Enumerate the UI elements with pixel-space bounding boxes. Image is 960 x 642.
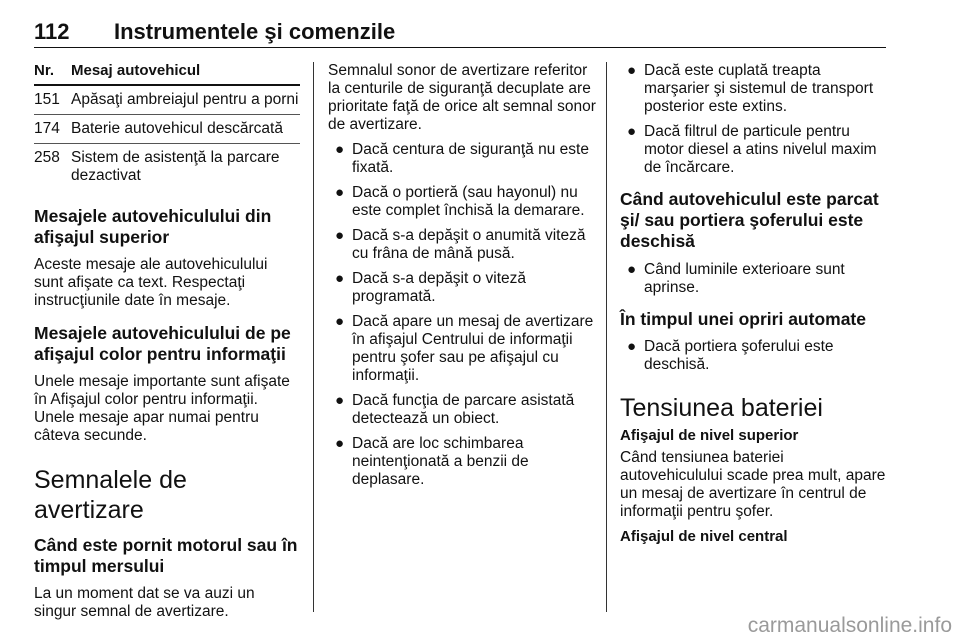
- paragraph-battery-upper: Când tensiunea bateriei autovehiculului scade prea mult, apare un mesaj de avertizare în centrul de informaţii pentru şofer.: [620, 449, 886, 520]
- list-item: [620, 62, 888, 116]
- parked-conditions-list: [620, 261, 888, 297]
- bullet-icon: ●: [627, 123, 637, 140]
- list-item-text: Dacă o portieră (sau hayonul) nu este complet închisă la demarare.: [352, 184, 585, 219]
- list-item: [328, 270, 596, 306]
- bullet-icon: ●: [335, 270, 345, 287]
- row-nr: 151: [34, 91, 60, 108]
- page-number: 112: [34, 19, 70, 44]
- list-item: [328, 313, 596, 385]
- message-table: [34, 62, 300, 190]
- heading-vehicle-parked: Când autovehiculul este parcat şi/ sau portiera şoferului este deschisă: [620, 189, 879, 251]
- list-item: [328, 392, 596, 428]
- list-item: [620, 338, 888, 374]
- column-divider: [606, 62, 607, 612]
- heading-engine-running: Când este pornit motorul sau în timpul mersului: [34, 535, 298, 576]
- autostop-conditions-list: [620, 338, 888, 374]
- section-title-battery-voltage: Tensiunea bateriei: [620, 394, 823, 422]
- header-rule: [34, 47, 886, 48]
- bullet-icon: ●: [335, 227, 345, 244]
- row-message: Apăsaţi ambreiajul pentru a porni: [71, 91, 299, 108]
- warning-conditions-list-continued: [620, 62, 888, 177]
- list-item-text: Dacă s-a depăşit o anumită viteză cu frâna de mână pusă.: [352, 227, 586, 262]
- section-title-warning-chimes: Semnalele de avertizare: [34, 466, 187, 524]
- paragraph-seatbelt-priority: Semnalul sonor de avertizare referitor la centurile de siguranţă decuplate are prioritate faţă de orice alt semnal sonor de avertizare.: [328, 62, 596, 133]
- bullet-icon: ●: [335, 184, 345, 201]
- list-item-text: Când luminile exterioare sunt aprinse.: [644, 261, 845, 296]
- list-item: [328, 435, 596, 489]
- row-nr: 174: [34, 120, 60, 137]
- row-message: Baterie autovehicul descărcată: [71, 120, 283, 137]
- list-item: [328, 227, 596, 263]
- list-item-text: Dacă portiera şoferului este deschisă.: [644, 338, 834, 373]
- list-item: [328, 184, 596, 220]
- list-item: [620, 123, 888, 177]
- bullet-icon: ●: [627, 62, 637, 79]
- list-item-text: Dacă centura de siguranţă nu este fixată.: [352, 141, 589, 176]
- paragraph-upper-display: Aceste mesaje ale autovehiculului sunt afişate ca text. Respectaţi instrucţiunile date în mesaje.: [34, 256, 268, 309]
- heading-upper-level-display: Afişajul de nivel superior: [620, 427, 799, 444]
- row-message: Sistem de asistenţă la parcare dezactivat: [71, 149, 280, 184]
- list-item-text: Dacă este cuplată treapta marşarier şi sistemul de transport posterior este extins.: [644, 62, 874, 115]
- table-header: [34, 62, 300, 86]
- list-item-text: Dacă s-a depăşit o viteză programată.: [352, 270, 527, 305]
- paragraph-color-display: Unele mesaje importante sunt afişate în Afişajul color pentru informaţii. Unele mesaje apar numai pentru câteva secunde.: [34, 373, 290, 444]
- column-right: [620, 62, 888, 546]
- heading-mid-level-display: Afişajul de nivel central: [620, 528, 788, 545]
- column-middle: [328, 62, 596, 489]
- heading-upper-display-messages: Mesajele autovehiculului din afişajul superior: [34, 206, 272, 247]
- list-item-text: Dacă filtrul de particule pentru motor diesel a atins nivelul maxim de încărcare.: [644, 123, 877, 176]
- table-row: [34, 86, 300, 115]
- warning-conditions-list: [328, 141, 596, 489]
- bullet-icon: ●: [335, 141, 345, 158]
- table-row: [34, 115, 300, 144]
- bullet-icon: ●: [335, 392, 345, 409]
- column-divider: [313, 62, 314, 612]
- page-header: [34, 14, 886, 48]
- bullet-icon: ●: [627, 338, 637, 355]
- watermark: carmanualsonline.info: [747, 614, 952, 637]
- list-item-text: Dacă funcţia de parcare asistată detectează un obiect.: [352, 392, 575, 427]
- bullet-icon: ●: [627, 261, 637, 278]
- bullet-icon: ●: [335, 435, 345, 452]
- table-row: [34, 144, 300, 190]
- header-nr: Nr.: [34, 62, 55, 79]
- list-item-text: Dacă apare un mesaj de avertizare în afişajul Centrului de informaţii pentru şofer sau pe afişajul cu informaţii.: [352, 313, 594, 384]
- header-message: Mesaj autovehicul: [71, 62, 201, 79]
- list-item-text: Dacă are loc schimbarea neintenţionată a benzii de deplasare.: [352, 435, 529, 488]
- list-item: [620, 261, 888, 297]
- paragraph-engine-running: La un moment dat se va auzi un singur semnal de avertizare.: [34, 585, 255, 620]
- heading-autostop: În timpul unei opriri automate: [620, 309, 866, 329]
- heading-color-display-messages: Mesajele autovehiculului de pe afişajul color pentru informaţii: [34, 323, 291, 364]
- column-left: [34, 62, 300, 621]
- bullet-icon: ●: [335, 313, 345, 330]
- row-nr: 258: [34, 149, 60, 166]
- list-item: [328, 141, 596, 177]
- chapter-title: Instrumentele şi comenzile: [114, 19, 396, 44]
